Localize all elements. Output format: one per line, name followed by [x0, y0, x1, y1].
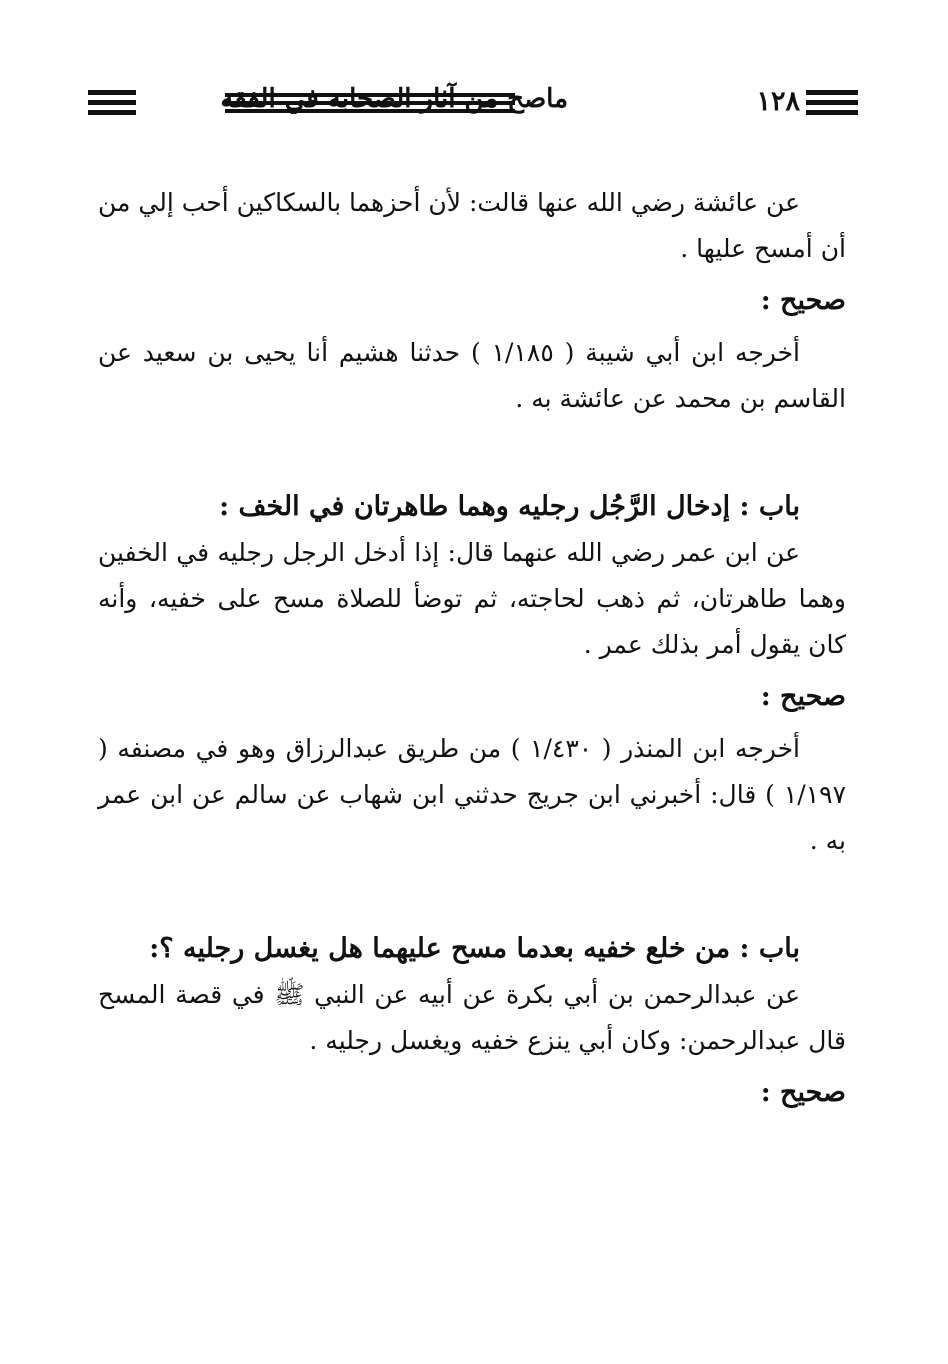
grade-label: صحيح : [760, 681, 846, 712]
athar-text [98, 972, 846, 1064]
running-title: ماصح من آثار الصحابة في الفقه [220, 84, 568, 114]
athar-text-body: عن ابن عمر رضي الله عنهما قال: إذا أدخل الرجل رجليه في الخفين وهما طاهرتان، ثم ذهب لحاجته، ثم توضأ للصلاة مسح على خفيه، وأنه كان يقول أمر بذلك عمر . [98, 538, 846, 659]
chapter-heading: باب : إدخال الرَّجُل رجليه وهما طاهرتان في الخف : [219, 491, 800, 522]
grade-label: صحيح : [760, 1077, 846, 1108]
takhrij-text [98, 726, 846, 864]
athar-text-body: عن عبدالرحمن بن أبي بكرة عن أبيه عن النبي ﷺ في قصة المسح قال عبدالرحمن: وكان أبي ينزع خفيه ويغسل رجليه . [98, 980, 846, 1055]
athar-text [98, 180, 846, 272]
takhrij-text-body: أخرجه ابن المنذر ( ١/٤٣٠ ) من طريق عبدالرزاق وهو في مصنفه ( ١/١٩٧ ) قال: أخبرني ابن جريج حدثني ابن شهاب عن سالم عن ابن عمر به . [98, 734, 846, 855]
page-content [98, 180, 846, 1116]
grade-label: صحيح : [760, 285, 846, 316]
header-rule-right [806, 90, 858, 116]
athar-text-body: عن عائشة رضي الله عنها قالت: لأن أحزهما بالسكاكين أحب إلي من أن أمسح عليها . [98, 188, 846, 263]
page-number: ١٢٨ [756, 86, 800, 117]
header-rule-left [88, 90, 136, 116]
section-idkhal-rijlayn [98, 484, 846, 864]
takhrij-text-body: أخرجه ابن أبي شيبة ( ١/١٨٥ ) حدثنا هشيم أنا يحيى بن سعيد عن القاسم بن محمد عن عائشة به . [98, 338, 846, 413]
chapter-heading: باب : من خلع خفيه بعدما مسح عليهما هل يغسل رجليه ؟: [149, 933, 800, 964]
takhrij-text [98, 330, 846, 422]
section-aisha-khuff [98, 180, 846, 422]
section-khal-khuffayn [98, 926, 846, 1116]
page-header [88, 80, 858, 126]
athar-text [98, 530, 846, 668]
